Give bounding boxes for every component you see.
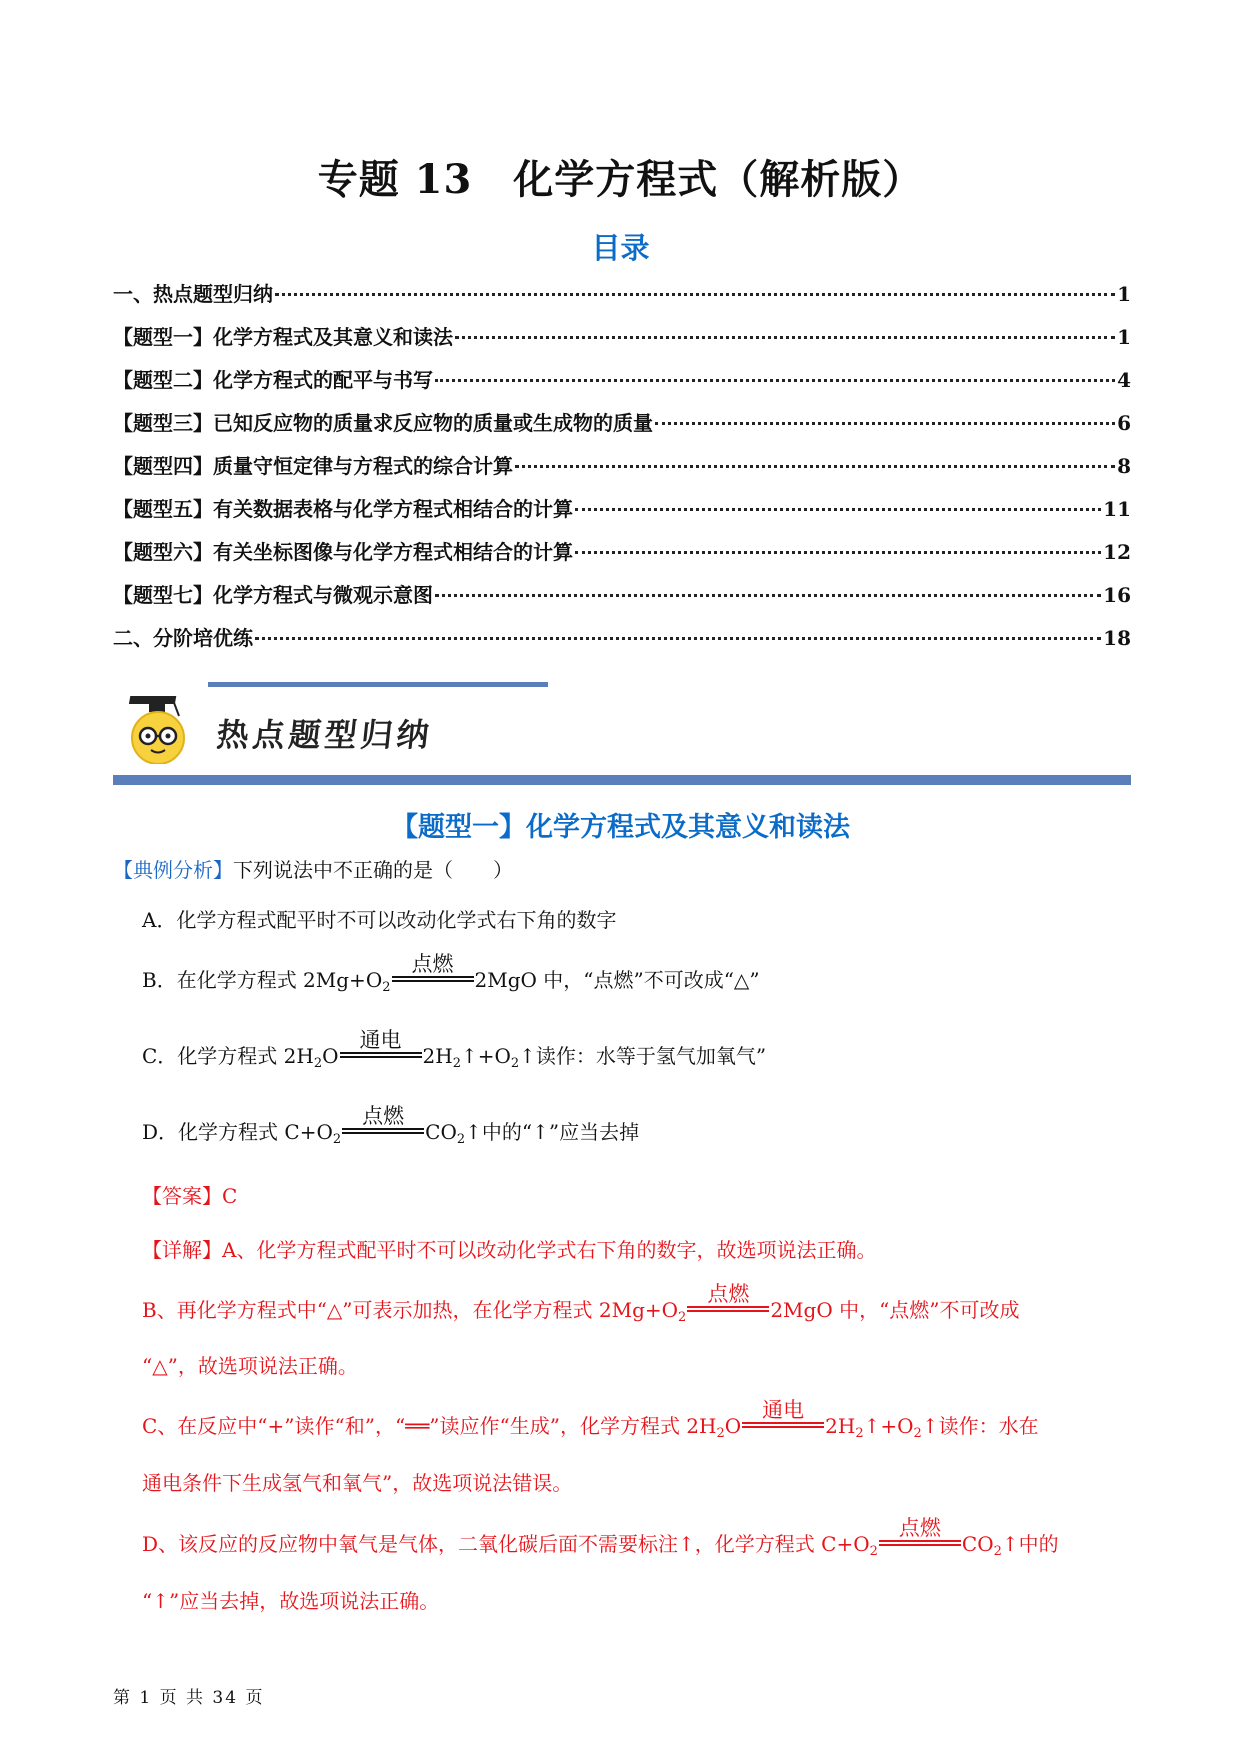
- toc-leader-dots: [515, 464, 1115, 468]
- toc-leader-dots: [275, 292, 1115, 296]
- option-a-text: A．化学方程式配平时不可以改动化学式右下角的数字: [142, 908, 617, 932]
- option-c-text-end: 2H: [422, 1044, 453, 1068]
- analysis-c-text-end: 2H: [825, 1414, 856, 1438]
- analysis-c-text-2: 通电条件下生成氢气和氧气”，故选项说法错误。: [142, 1471, 573, 1495]
- equation-sign: [392, 952, 474, 985]
- banner-bottom-rule: [113, 775, 1131, 785]
- section-banner: [113, 672, 1131, 790]
- toc-entry-label: 二、分阶培优练: [113, 626, 253, 650]
- option-c-text-end3: ↑读作：水等于氢气加氧气”: [519, 1044, 767, 1068]
- option-d-text-end: CO: [425, 1120, 457, 1144]
- question-text: 下列说法中不正确的是（ ）: [233, 858, 513, 882]
- toc-entry-label: 一、热点题型归纳: [113, 282, 273, 306]
- section-heading: 【题型一】化学方程式及其意义和读法: [391, 812, 850, 843]
- option-c-text: C．化学方程式 2H: [142, 1044, 314, 1068]
- subscript: 2: [332, 1132, 342, 1147]
- subscript: 2: [382, 980, 391, 995]
- option-b-text-end: 2MgO 中，“点燃”不可改成“△”: [474, 968, 760, 992]
- answer-tag: 【答案】: [142, 1184, 222, 1208]
- toc-entry-label: 【题型六】有关坐标图像与化学方程式相结合的计算: [113, 540, 573, 564]
- subscript: 2: [855, 1426, 864, 1441]
- option-d-text-end2: ↑中的“↑”应当去掉: [465, 1120, 640, 1144]
- toc-leader-dots: [575, 550, 1101, 554]
- toc-entry[interactable]: [113, 278, 1131, 321]
- option-c-text-end2: ↑+O: [460, 1044, 511, 1068]
- toc-entry-page: 16: [1103, 583, 1131, 607]
- subscript: 2: [678, 1310, 687, 1325]
- analysis-b-text: B、再化学方程式中“△”可表示加热，在化学方程式 2Mg+O: [142, 1298, 679, 1322]
- toc-heading: 目录: [591, 231, 650, 265]
- toc-entry-label: 【题型一】化学方程式及其意义和读法: [113, 325, 453, 349]
- analysis-d-text-end2: ↑中的: [1001, 1532, 1059, 1556]
- condition-label: 通电: [359, 1028, 402, 1052]
- analysis-tag: 【详解】: [142, 1238, 222, 1262]
- condition-label: 点燃: [898, 1516, 941, 1540]
- toc-entry[interactable]: [113, 450, 1131, 493]
- banner-top-rule: [208, 682, 548, 687]
- analysis-d-line2: [142, 1585, 439, 1614]
- equation-sign: [742, 1398, 824, 1431]
- mascot-icon: [123, 692, 193, 764]
- analysis-b-text-end: 2MgO 中，“点燃”不可改成: [770, 1298, 1020, 1322]
- option-b-text: B．在化学方程式 2Mg+O: [142, 968, 383, 992]
- answer-value: C: [222, 1184, 238, 1208]
- toc-leader-dots: [435, 593, 1101, 597]
- toc-entry-page: 11: [1103, 497, 1131, 521]
- condition-label: 点燃: [362, 1104, 405, 1128]
- toc-entry[interactable]: [113, 407, 1131, 450]
- answer-line: [142, 1180, 237, 1209]
- analysis-c-text-end3: ↑读作：水在: [921, 1414, 1039, 1438]
- option-d-text: D．化学方程式 C+O: [142, 1120, 333, 1144]
- subscript: 2: [716, 1426, 725, 1441]
- subscript: 2: [313, 1056, 323, 1071]
- analysis-d-text: D、该反应的反应物中氧气是气体，二氧化碳后面不需要标注↑，化学方程式 C+O: [142, 1532, 870, 1556]
- analysis-c-text-mid: O: [724, 1414, 742, 1438]
- toc-entry-label: 【题型七】化学方程式与微观示意图: [113, 583, 433, 607]
- equation-sign: [687, 1282, 769, 1315]
- toc-entry[interactable]: [113, 321, 1131, 364]
- option-b: [142, 952, 760, 995]
- toc-entry[interactable]: [113, 622, 1131, 665]
- analysis-d-text-2: “↑”应当去掉，故选项说法正确。: [142, 1589, 440, 1613]
- toc-entry-page: 1: [1117, 325, 1131, 349]
- analysis-d-text-end: CO: [961, 1532, 994, 1556]
- subscript: 2: [452, 1056, 461, 1071]
- analysis-b-line1: [142, 1282, 1020, 1325]
- analysis-c-line2: [142, 1467, 572, 1496]
- toc-entry-label: 【题型二】化学方程式的配平与书写: [113, 368, 433, 392]
- analysis-a-text: A、化学方程式配平时不可以改动化学式右下角的数字，故选项说法正确。: [222, 1238, 877, 1262]
- page-footer: 第 1 页 共 34 页: [113, 1688, 265, 1708]
- analysis-b-line2: [142, 1350, 358, 1379]
- toc-entry-page: 1: [1117, 282, 1131, 306]
- equation-sign: [340, 1028, 422, 1061]
- toc-entry[interactable]: [113, 364, 1131, 407]
- table-of-contents: [113, 278, 1131, 665]
- option-a: [142, 904, 616, 933]
- option-c-text-mid: O: [322, 1044, 339, 1068]
- toc-entry[interactable]: [113, 579, 1131, 622]
- toc-entry-page: 4: [1117, 368, 1131, 392]
- condition-label: 通电: [762, 1398, 805, 1422]
- subscript: 2: [913, 1426, 922, 1441]
- analysis-d-line1: [142, 1516, 1059, 1559]
- analysis-c-text-end2: ↑+O: [863, 1414, 914, 1438]
- analysis-a: [142, 1234, 876, 1263]
- option-d: [142, 1104, 640, 1147]
- example-tag: 【典例分析】: [113, 858, 233, 882]
- toc-leader-dots: [655, 421, 1115, 425]
- toc-entry-page: 18: [1103, 626, 1131, 650]
- toc-entry-page: 8: [1117, 454, 1131, 478]
- toc-entry-label: 【题型五】有关数据表格与化学方程式相结合的计算: [113, 497, 573, 521]
- analysis-c-line1: [142, 1398, 1039, 1441]
- page-title: 专题 13 化学方程式（解析版）: [317, 156, 924, 203]
- subscript: 2: [993, 1544, 1002, 1559]
- analysis-c-text: C、在反应中“+”读作“和”，“══”读应作“生成”，化学方程式 2H: [142, 1414, 717, 1438]
- condition-label: 点燃: [411, 952, 454, 976]
- toc-entry[interactable]: [113, 536, 1131, 579]
- equation-sign: [342, 1104, 424, 1137]
- toc-entry-label: 【题型四】质量守恒定律与方程式的综合计算: [113, 454, 513, 478]
- example-question: [113, 854, 513, 883]
- analysis-b-text-2: “△”，故选项说法正确。: [142, 1354, 358, 1378]
- condition-label: 点燃: [707, 1282, 750, 1306]
- toc-leader-dots: [455, 335, 1115, 339]
- toc-entry-page: 6: [1117, 411, 1131, 435]
- subscript: 2: [510, 1056, 520, 1071]
- toc-leader-dots: [435, 378, 1115, 382]
- subscript: 2: [456, 1132, 466, 1147]
- toc-leader-dots: [575, 507, 1101, 511]
- banner-title: 热点题型归纳: [214, 716, 435, 754]
- equation-sign: [879, 1516, 961, 1549]
- toc-entry-page: 12: [1103, 540, 1131, 564]
- toc-leader-dots: [255, 636, 1101, 640]
- subscript: 2: [869, 1544, 878, 1559]
- toc-entry[interactable]: [113, 493, 1131, 536]
- option-c: [142, 1028, 767, 1071]
- toc-entry-label: 【题型三】已知反应物的质量求反应物的质量或生成物的质量: [113, 411, 653, 435]
